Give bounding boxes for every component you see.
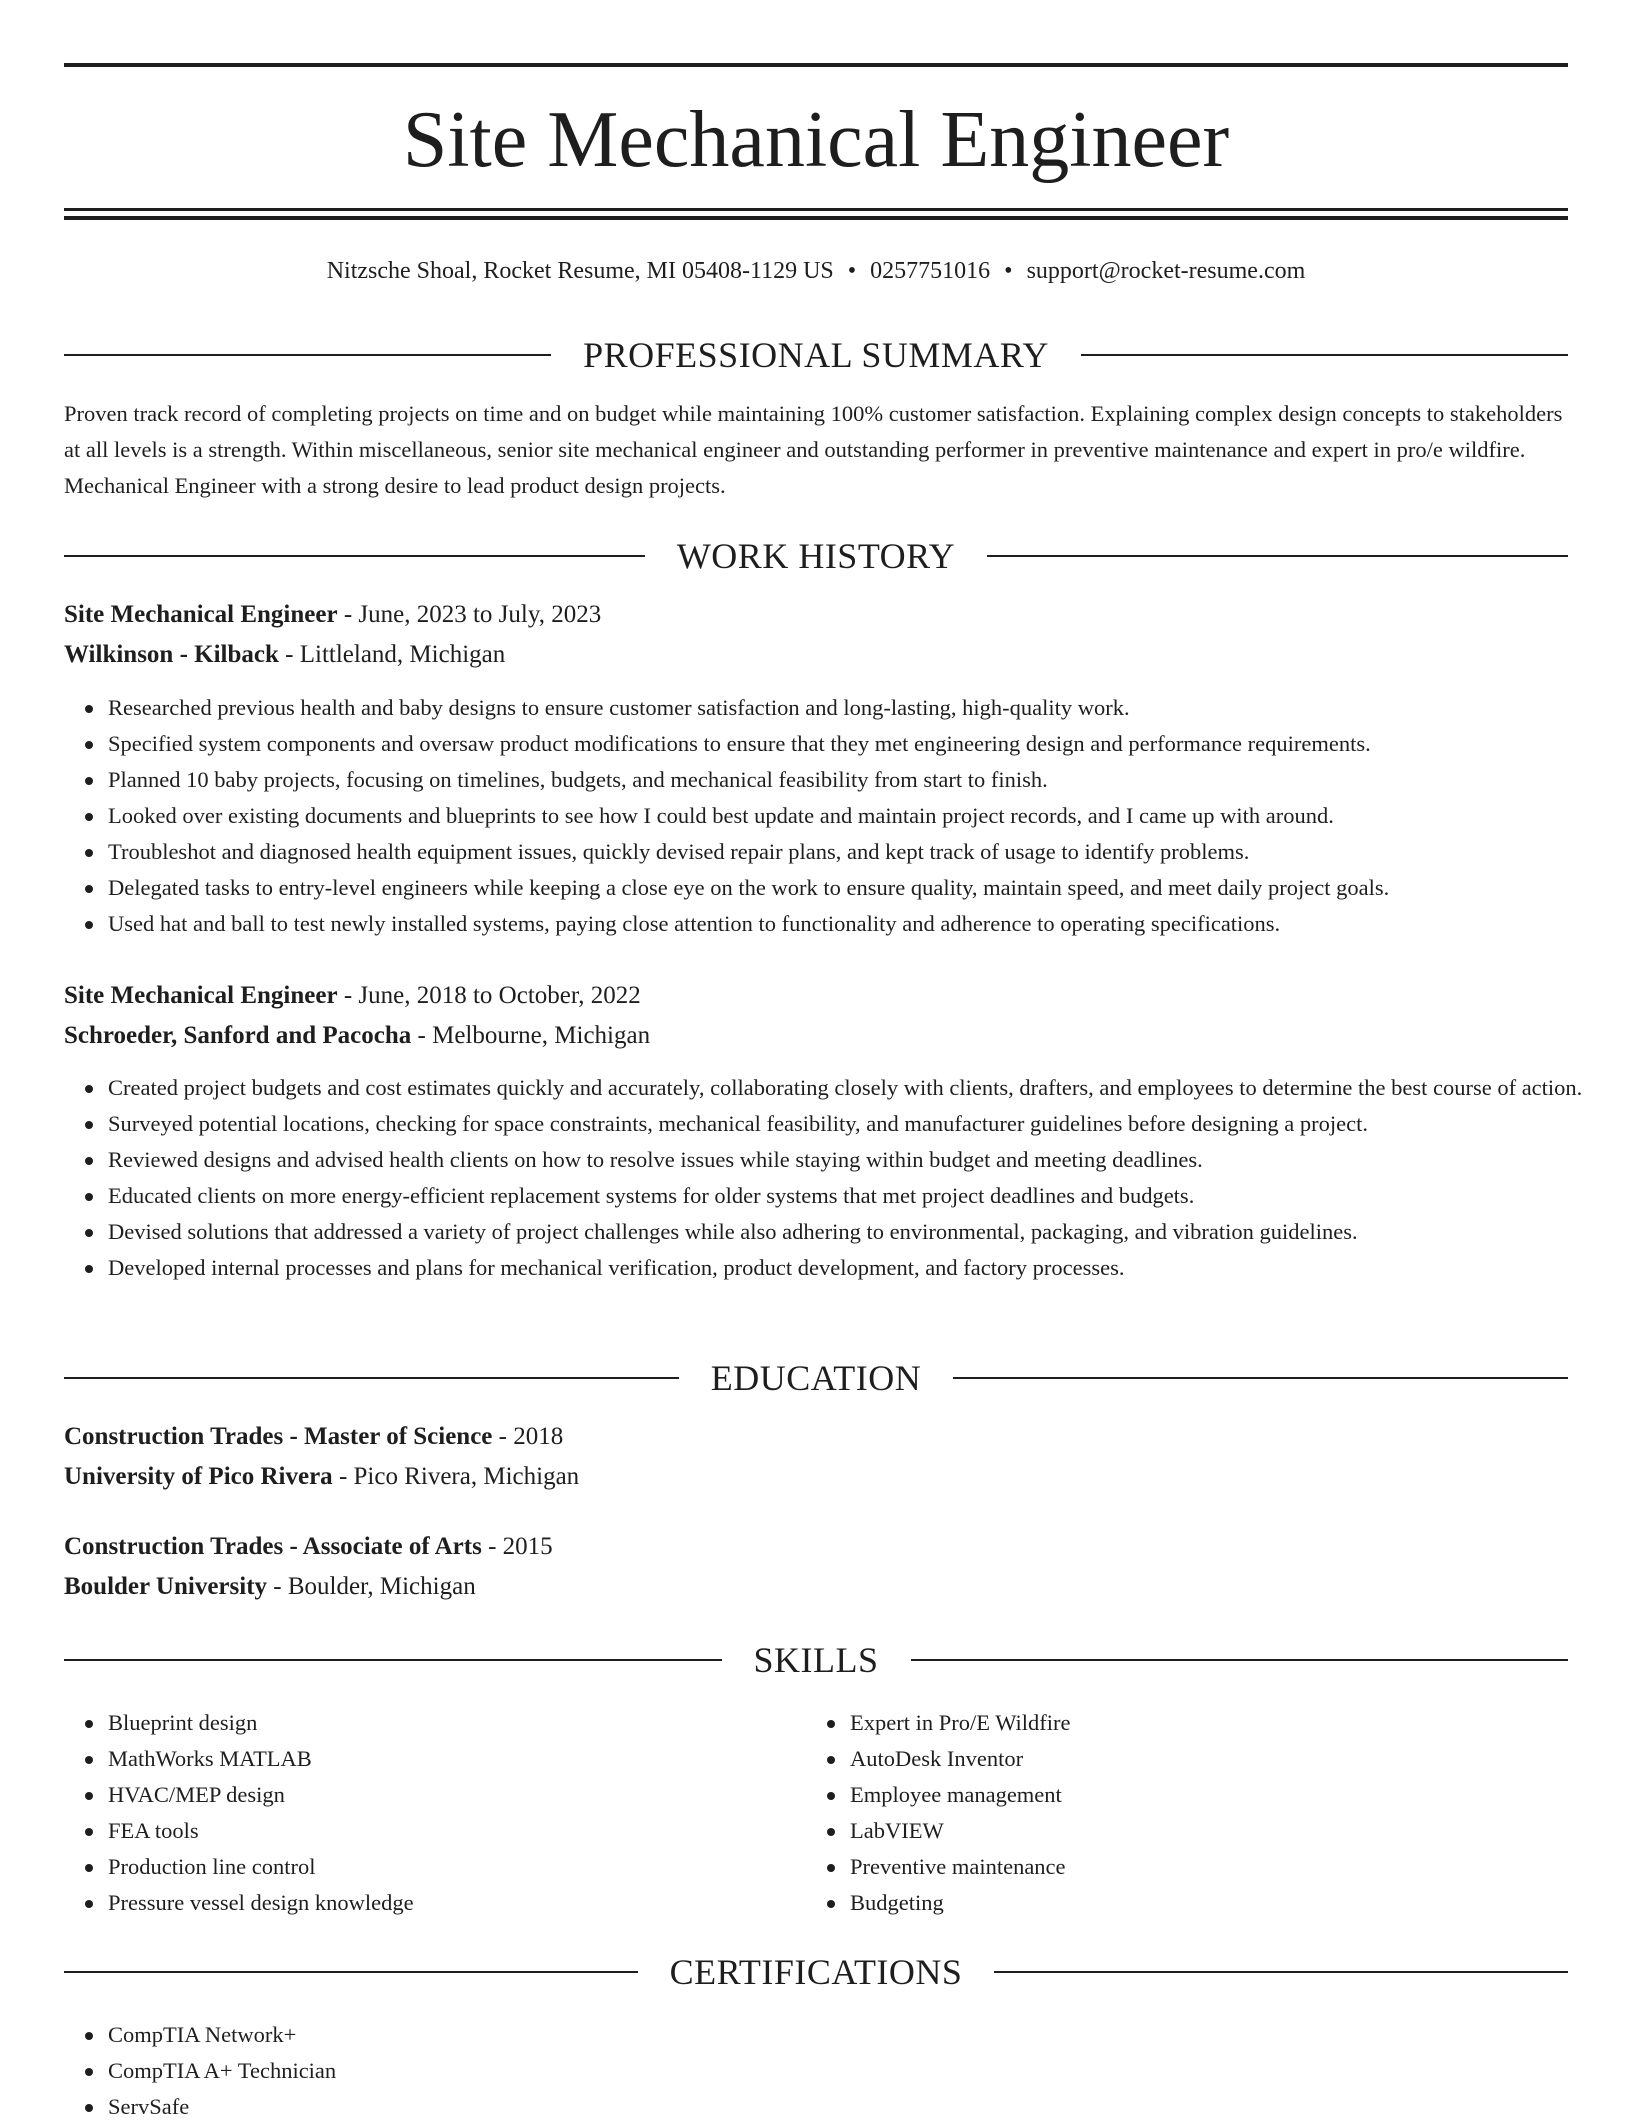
list-item: Troubleshot and diagnosed health equipment issues, quickly devised repair plans, and kept track of usage to identify problems. bbox=[108, 834, 1612, 870]
header-bottom-rule-thick bbox=[64, 216, 1568, 220]
list-item: Budgeting bbox=[850, 1885, 1550, 1921]
job-company: Schroeder, Sanford and Pacocha bbox=[64, 1022, 412, 1049]
education-school: University of Pico Rivera bbox=[64, 1463, 333, 1490]
list-item: ServSafe bbox=[108, 2089, 1612, 2125]
job-company-line bbox=[64, 639, 1568, 671]
job-title: Site Mechanical Engineer bbox=[64, 982, 338, 1009]
section-rule bbox=[987, 555, 1568, 557]
education-school: Boulder University bbox=[64, 1573, 268, 1600]
list-item: Preventive maintenance bbox=[850, 1849, 1550, 1885]
summary-text: Proven track record of completing projects on time and on budget while maintaining 100% customer satisfaction. Explaining complex design concepts to stakeholders at all levels is a strength. Within miscellaneous, senior site mechanical engineer and outstanding performer in preventive maintenance and expert in pro/e wildfire. Mechanical Engineer with a strong desire to lead product design projects. bbox=[64, 401, 1563, 498]
section-rule bbox=[64, 1659, 722, 1661]
education-school-line bbox=[64, 1571, 1568, 1603]
education-location: - Pico Rivera, Michigan bbox=[332, 1463, 580, 1490]
job-title-line bbox=[64, 599, 1568, 631]
job-company-line bbox=[64, 1020, 1568, 1052]
list-item: Looked over existing documents and blueprints to see how I could best update and maintain project records, and I came up with around. bbox=[108, 798, 1612, 834]
section-header-work bbox=[64, 536, 1568, 576]
education-location: - Boulder, Michigan bbox=[267, 1573, 476, 1600]
list-item: Used hat and ball to test newly installed systems, paying close attention to functionality and adherence to operating specifications. bbox=[108, 906, 1612, 942]
section-rule bbox=[64, 555, 645, 557]
education-year: - 2018 bbox=[492, 1423, 564, 1450]
list-item: Production line control bbox=[108, 1849, 808, 1885]
list-item: FEA tools bbox=[108, 1813, 808, 1849]
education-degree: Construction Trades - Master of Science bbox=[64, 1423, 493, 1450]
header-top-rule bbox=[64, 63, 1568, 67]
list-item: LabVIEW bbox=[850, 1813, 1550, 1849]
list-item: Specified system components and oversaw product modifications to ensure that they met engineering design and performance requirements. bbox=[108, 726, 1612, 762]
contact-separator: • bbox=[1004, 258, 1013, 284]
certifications-list bbox=[64, 2017, 1612, 2125]
section-rule bbox=[994, 1971, 1568, 1973]
list-item: Reviewed designs and advised health clients on how to resolve issues while staying within budget and meeting deadlines. bbox=[108, 1142, 1612, 1178]
section-header-certifications bbox=[64, 1952, 1568, 1992]
list-item: Developed internal processes and plans for mechanical verification, product development, and factory processes. bbox=[108, 1250, 1612, 1286]
contact-line bbox=[64, 255, 1568, 287]
list-item: Researched previous health and baby designs to ensure customer satisfaction and long-lasting, high-quality work. bbox=[108, 690, 1612, 726]
education-year: - 2015 bbox=[481, 1533, 553, 1560]
list-item: Created project budgets and cost estimates quickly and accurately, collaborating closely with clients, drafters, and employees to determine the best course of action. bbox=[108, 1070, 1612, 1106]
list-item: Employee management bbox=[850, 1777, 1550, 1813]
section-title: EDUCATION bbox=[710, 1358, 922, 1398]
contact-separator: • bbox=[847, 258, 857, 284]
section-rule bbox=[64, 1377, 679, 1379]
section-header-summary bbox=[64, 335, 1568, 375]
contact-address: Nitzsche Shoal, Rocket Resume, MI 05408-1129 US bbox=[326, 258, 834, 284]
section-title: SKILLS bbox=[753, 1640, 879, 1680]
section-rule bbox=[1081, 354, 1568, 356]
job-location: - Littleland, Michigan bbox=[278, 641, 506, 668]
list-item: Expert in Pro/E Wildfire bbox=[850, 1705, 1550, 1741]
section-title: CERTIFICATIONS bbox=[669, 1952, 963, 1992]
section-title: WORK HISTORY bbox=[676, 536, 956, 576]
section-header-skills bbox=[64, 1640, 1568, 1680]
job-title: Site Mechanical Engineer bbox=[64, 601, 338, 628]
list-item: Devised solutions that addressed a variety of project challenges while also adhering to environmental, packaging, and vibration guidelines. bbox=[108, 1214, 1612, 1250]
section-rule bbox=[953, 1377, 1568, 1379]
education-degree-line bbox=[64, 1421, 1568, 1453]
contact-email: support@rocket-resume.com bbox=[1026, 258, 1306, 284]
job-bullets bbox=[64, 1070, 1612, 1286]
list-item: Pressure vessel design knowledge bbox=[108, 1885, 808, 1921]
skills-list-left bbox=[64, 1705, 808, 1921]
list-item: HVAC/MEP design bbox=[108, 1777, 808, 1813]
list-item: AutoDesk Inventor bbox=[850, 1741, 1550, 1777]
list-item: Delegated tasks to entry-level engineers while keeping a close eye on the work to ensure quality, maintain speed, and meet daily project goals. bbox=[108, 870, 1612, 906]
job-location: - Melbourne, Michigan bbox=[411, 1022, 651, 1049]
list-item: CompTIA A+ Technician bbox=[108, 2053, 1612, 2089]
section-rule bbox=[64, 354, 551, 356]
job-bullets bbox=[64, 690, 1612, 942]
list-item: Educated clients on more energy-efficient replacement systems for older systems that met project deadlines and budgets. bbox=[108, 1178, 1612, 1214]
list-item: CompTIA Network+ bbox=[108, 2017, 1612, 2053]
job-dates: - June, 2023 to July, 2023 bbox=[337, 601, 602, 628]
section-header-education bbox=[64, 1358, 1568, 1398]
header-bottom-rule bbox=[64, 208, 1568, 211]
education-degree: Construction Trades - Associate of Arts bbox=[64, 1533, 482, 1560]
page-title: Site Mechanical Engineer bbox=[402, 96, 1230, 184]
education-degree-line bbox=[64, 1531, 1568, 1563]
job-title-line bbox=[64, 980, 1568, 1012]
job-company: Wilkinson - Kilback bbox=[64, 641, 279, 668]
section-rule bbox=[911, 1659, 1569, 1661]
contact-phone: 0257751016 bbox=[870, 258, 991, 284]
list-item: Surveyed potential locations, checking for space constraints, mechanical feasibility, and manufacturer guidelines before designing a project. bbox=[108, 1106, 1612, 1142]
education-school-line bbox=[64, 1461, 1568, 1493]
list-item: Blueprint design bbox=[108, 1705, 808, 1741]
list-item: MathWorks MATLAB bbox=[108, 1741, 808, 1777]
job-dates: - June, 2018 to October, 2022 bbox=[337, 982, 641, 1009]
skills-list-right bbox=[806, 1705, 1550, 1921]
list-item: Planned 10 baby projects, focusing on timelines, budgets, and mechanical feasibility from start to finish. bbox=[108, 762, 1612, 798]
section-title: PROFESSIONAL SUMMARY bbox=[583, 335, 1049, 375]
section-rule bbox=[64, 1971, 638, 1973]
